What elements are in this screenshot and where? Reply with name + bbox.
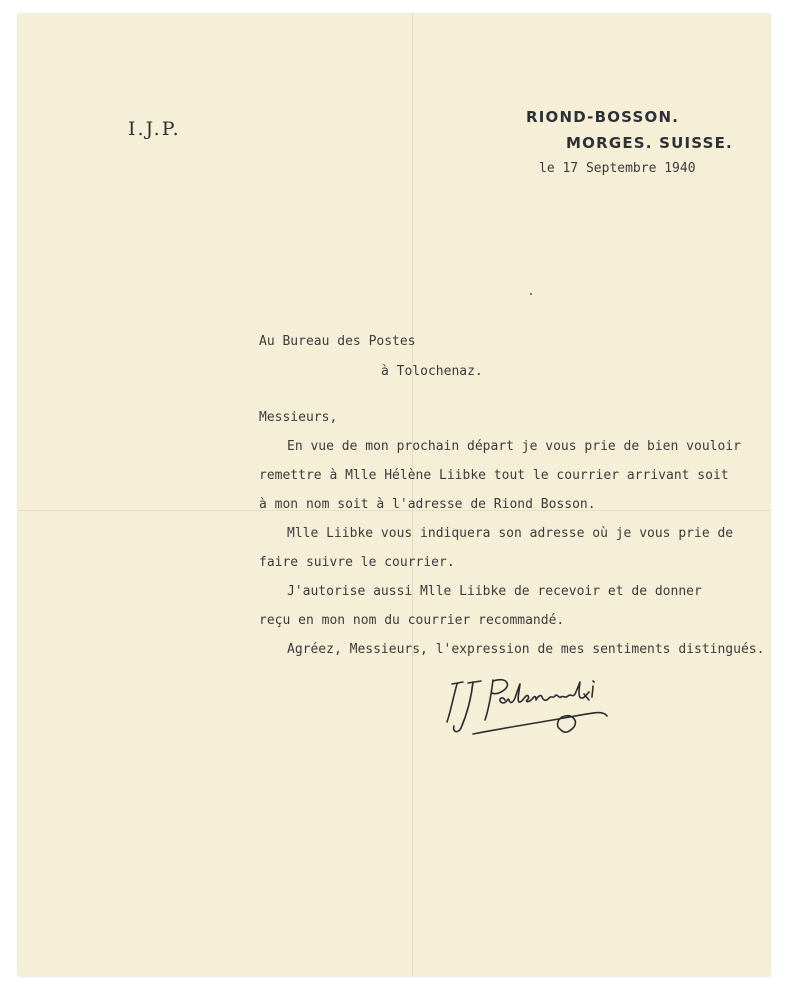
recipient-line-1: Au Bureau des Postes [259,334,416,349]
salutation: Messieurs, [259,410,338,425]
body-line: Agréez, Messieurs, l'expression de mes sentiments distingués. [287,642,765,657]
body-line: J'autorise aussi Mlle Liibke de recevoir et de donner [287,584,702,599]
body-line: reçu en mon nom du courrier recommandé. [259,613,565,628]
body-line: En vue de mon prochain départ je vous prie de bien vouloir [287,439,741,454]
fold-crease-vertical [412,14,413,976]
body-line: remettre à Mlle Hélène Liibke tout le courrier arrivant soit [259,468,729,483]
body-line: faire suivre le courrier. [259,555,455,570]
letter-date: le 17 Septembre 1940 [539,161,696,176]
letter-page [18,14,770,976]
letterhead-address-line1: RIOND-BOSSON. [526,108,680,126]
ink-speck [530,293,532,295]
handwritten-signature [443,672,643,742]
letterhead-initials: I.J.P. [128,118,181,140]
recipient-line-2: à Tolochenaz. [381,364,483,379]
body-line: à mon nom soit à l'adresse de Riond Bosson. [259,497,596,512]
letterhead-address-line2: MORGES. SUISSE. [566,134,733,152]
body-line: Mlle Liibke vous indiquera son adresse où je vous prie de [287,526,734,541]
